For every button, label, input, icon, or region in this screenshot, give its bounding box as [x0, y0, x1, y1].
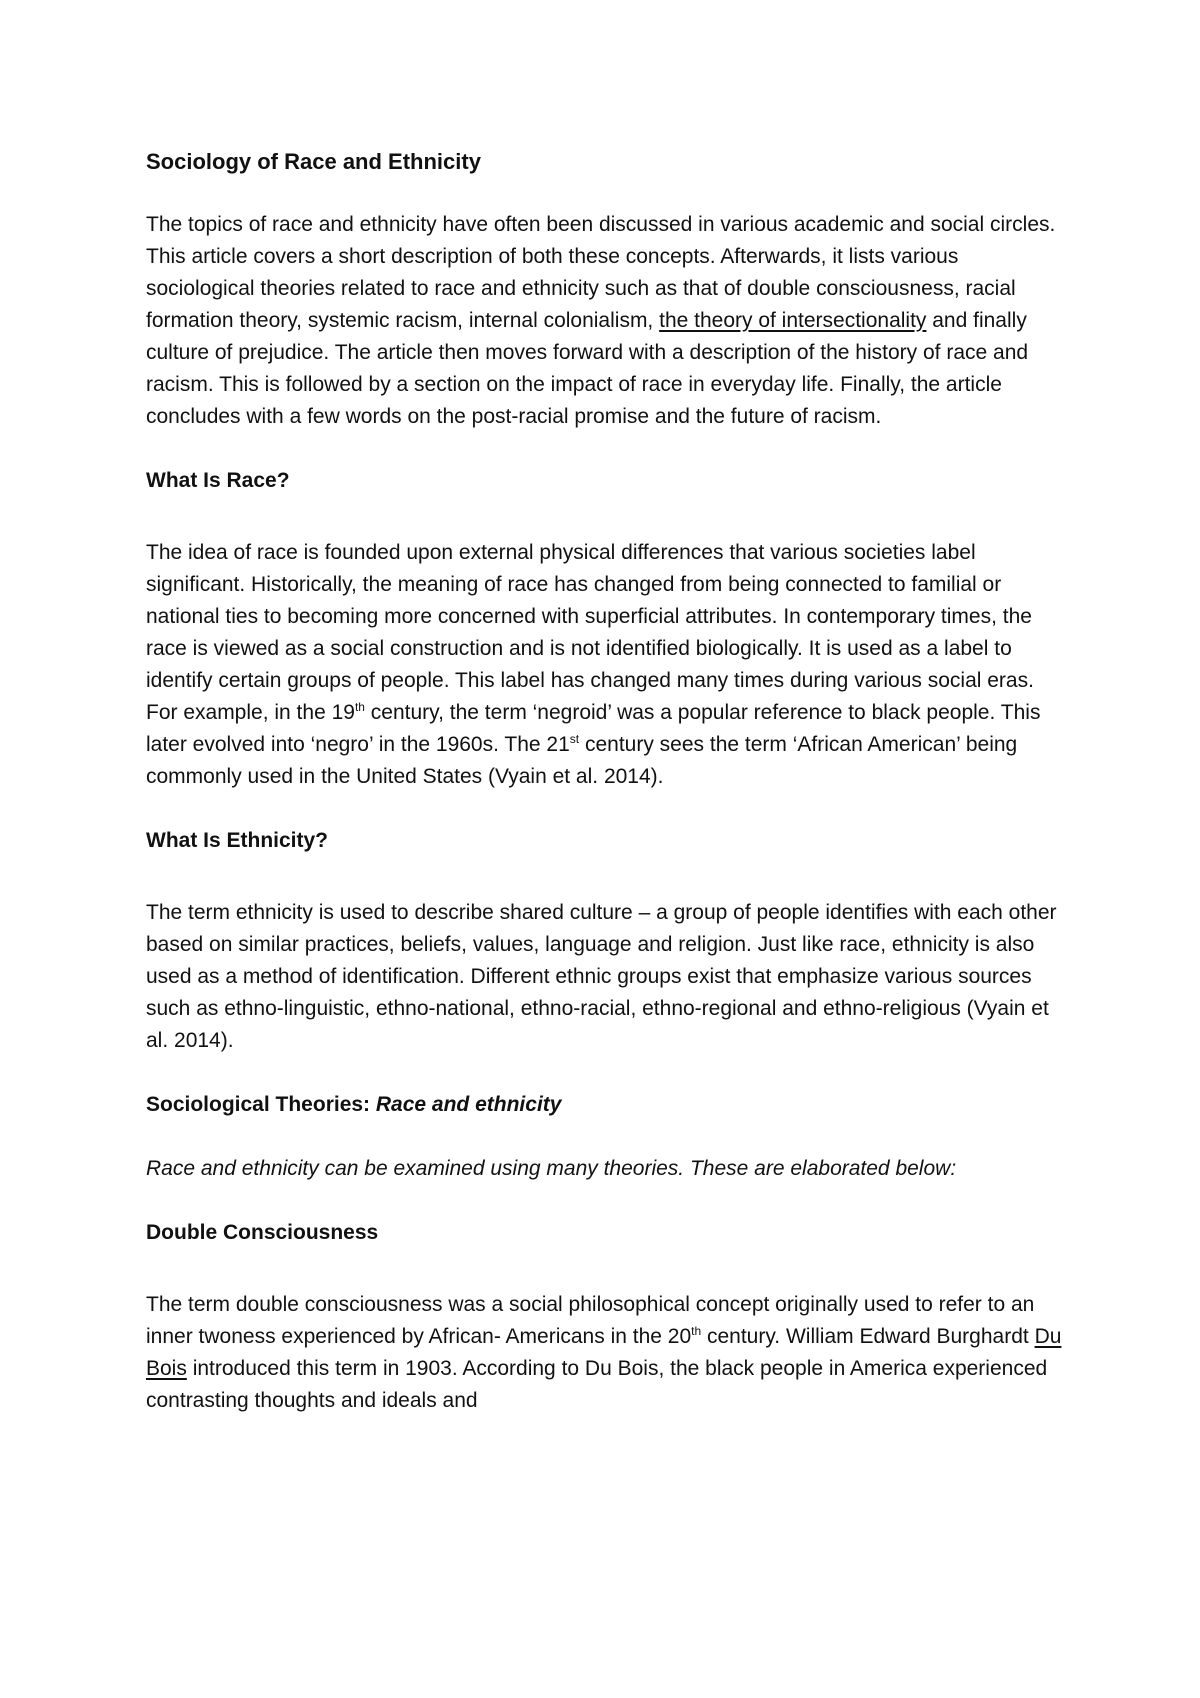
dc-text-1: The term double consciousness was a social philosophical concept originally used to refer to an inner twoness experienced by African- Americans in the 20: [146, 1293, 1035, 1348]
theories-heading-bold: Sociological Theories:: [146, 1093, 376, 1116]
intersectionality-link[interactable]: the theory of intersectionality: [659, 309, 927, 332]
double-consciousness-heading: Double Consciousness: [146, 1221, 379, 1244]
intro-text-1: The topics of race and ethnicity have often been discussed in various academic and social circles. This article covers a short description of both these concepts. Afterwards, it lists various sociological theories related to race and ethnicity such as that of double consciousness, racial formation theory, systemic racism, internal colonialism,: [146, 213, 1056, 332]
race-text-1: The idea of race is founded upon external physical differences that various societies label significant. Historically, the meaning of race has changed from being connected to familial or national ties to becoming more concerned with superficial attributes. In contemporary times, the race is viewed as a social construction and is not identified biologically. It is used as a label to identify certain groups of people. This label has changed many times during various social eras. For example, in the 19: [146, 541, 1034, 724]
theories-intro: Race and ethnicity can be examined using many theories. These are elaborated below:: [146, 1157, 957, 1180]
intro-text-2: and finally culture of prejudice. The article then moves forward with a description of the history of race and racism. This is followed by a section on the impact of race in everyday life. Finally, the article concludes with a few words on the post-racial promise and the future of racism.: [146, 309, 1029, 428]
race-sup-2: st: [569, 732, 580, 746]
theories-heading-italic: Race and ethnicity: [375, 1093, 562, 1116]
dc-text-3: introduced this term in 1903. According to Du Bois, the black people in America experienced contrasting thoughts and ideals and: [146, 1357, 1048, 1412]
dc-text-2: century. William Edward Burghardt: [701, 1325, 1035, 1348]
double-consciousness-paragraph: [146, 1289, 1066, 1417]
dc-sup-1: th: [691, 1324, 702, 1338]
race-text-3: century sees the term ‘African American’ being commonly used in the United States (Vyain et al. 2014).: [146, 733, 1018, 788]
race-text-2: century, the term ‘negroid’ was a popular reference to black people. This later evolved into ‘negro’ in the 1960s. The 21: [146, 701, 1041, 756]
du-bois-link[interactable]: Du Bois: [146, 1325, 1062, 1380]
ethnicity-paragraph: The term ethnicity is used to describe shared culture – a group of people identifies with each other based on similar practices, beliefs, values, language and religion. Just like race, ethnicity is also used as a method of identification. Different ethnic groups exist that emphasize various sources such as ethno-linguistic, ethno-national, ethno-racial, ethno-regional and ethno-religious (Vyain et al. 2014).: [146, 901, 1057, 1052]
document-title: Sociology of Race and Ethnicity: [146, 149, 481, 174]
race-heading: What Is Race?: [146, 469, 290, 492]
theories-heading: [146, 1089, 1066, 1121]
race-paragraph: [146, 537, 1066, 793]
race-sup-1: th: [354, 700, 365, 714]
document-page: [146, 146, 1066, 1417]
ethnicity-heading: What Is Ethnicity?: [146, 829, 329, 852]
intro-paragraph: [146, 209, 1066, 433]
